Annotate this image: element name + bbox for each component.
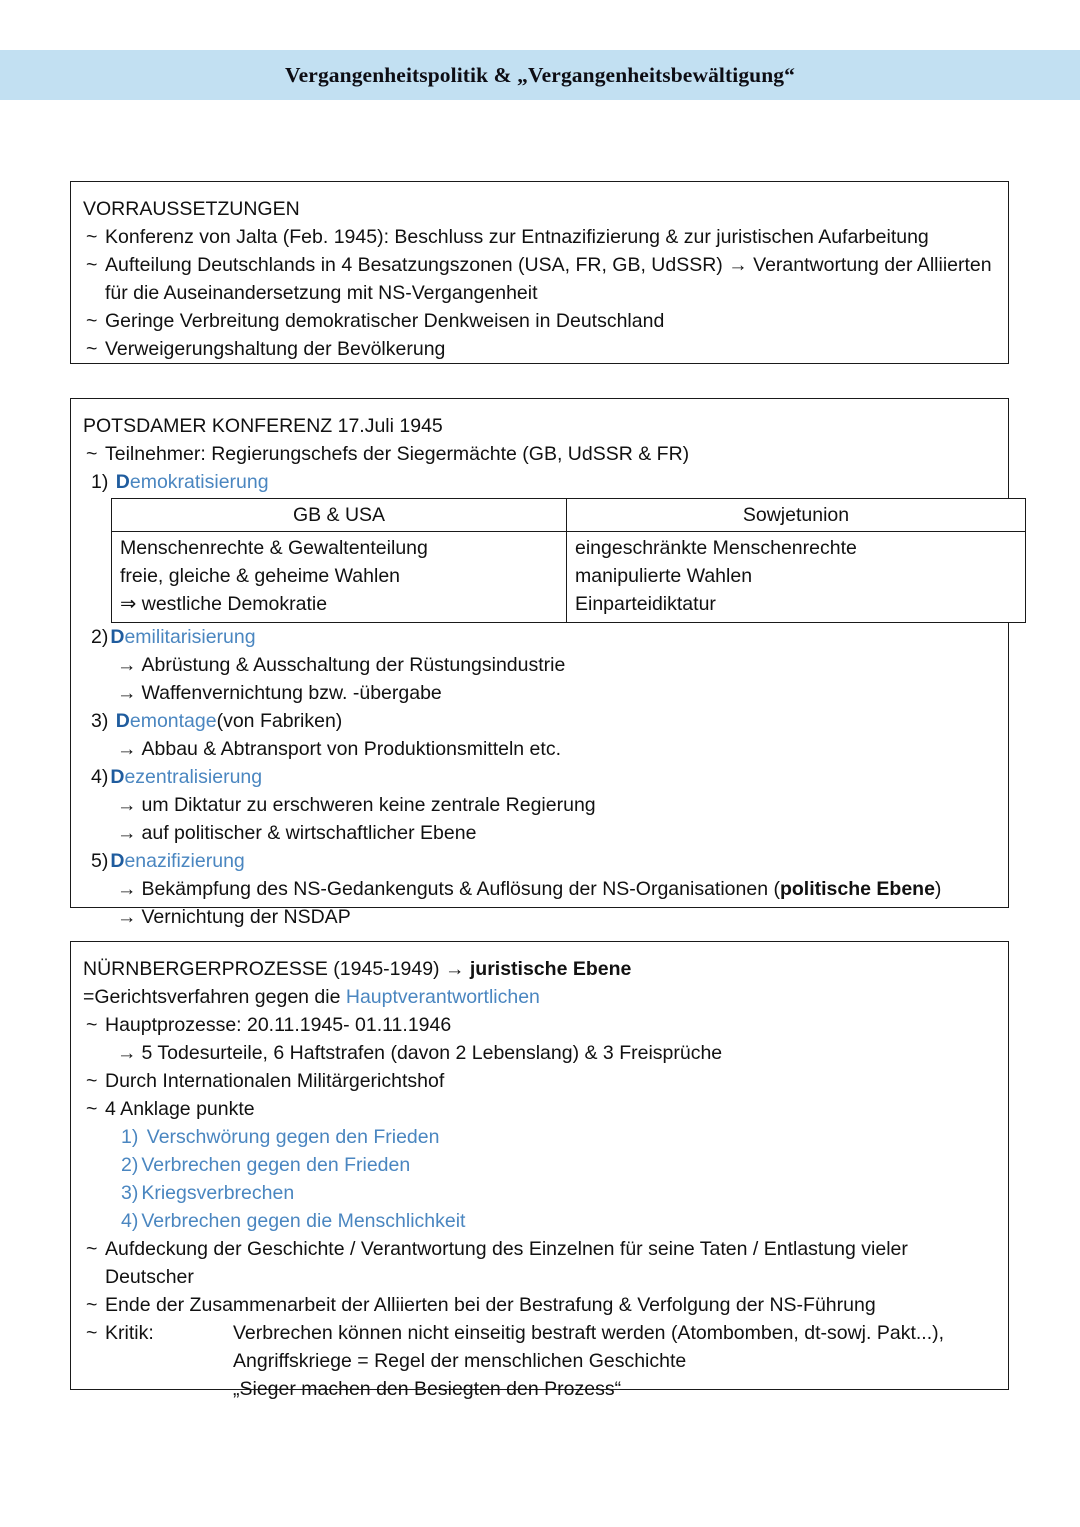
item-label: emilitarisierung [124, 626, 256, 648]
tilde-bullet-icon: ~ [86, 254, 98, 276]
page-title: Vergangenheitspolitik & „Vergangenheitsbewältigung“ [285, 62, 795, 87]
tilde-bullet-icon: ~ [86, 226, 98, 248]
cell-line: Menschenrechte & Gewaltenteilung [120, 537, 428, 559]
numbered-item-2 [83, 623, 994, 651]
sub-item-text: um Diktatur zu erschweren keine zentrale Regierung [141, 794, 596, 816]
numbered-item-3 [83, 707, 994, 735]
item-capital: D [115, 471, 130, 493]
kritik-block [83, 1319, 994, 1403]
item-label: ezentralisierung [124, 766, 263, 788]
sub-item [83, 791, 994, 819]
tilde-bullet-icon: ~ [86, 1294, 98, 1316]
section-heading-potsdam: POTSDAMER KONFERENZ 17.Juli 1945 [83, 415, 443, 437]
sub-item-text: Abrüstung & Ausschaltung der Rüstungsindustrie [141, 654, 566, 676]
list-item [83, 251, 994, 307]
section-heading-nuernberg [83, 955, 994, 983]
sub-item [83, 1039, 994, 1067]
list-item-text: Konferenz von Jalta (Feb. 1945): Beschluss zur Entnazifizierung & zur juristischen Aufarbeitung [105, 226, 929, 248]
table-cell-sowjetunion [567, 532, 1026, 623]
item-label: enazifizierung [124, 850, 245, 872]
list-item [83, 223, 994, 251]
definition-line [83, 983, 994, 1011]
anklagepunkt-item-2 [83, 1151, 994, 1179]
sub-item [83, 735, 994, 763]
arrow-icon: → [117, 794, 137, 816]
arrow-icon: → [117, 682, 137, 704]
item-number: 4) [91, 766, 109, 788]
kritik-label: Kritik: [105, 1322, 154, 1344]
item-capital: D [110, 766, 125, 788]
sub-item-text: auf politischer & wirtschaftlicher Ebene [141, 822, 477, 844]
anklagepunkt-item-4 [83, 1207, 994, 1235]
list-item-text: Ende der Zusammenarbeit der Alliierten bei der Bestrafung & Verfolgung der NS-Führung [105, 1294, 876, 1316]
list-item [83, 1291, 994, 1319]
arrow-icon: → [117, 1042, 137, 1064]
kritik-line [105, 1347, 994, 1375]
kritik-line [105, 1319, 994, 1347]
definition-highlight: Hauptverantwortlichen [345, 986, 540, 1008]
list-item [83, 440, 994, 468]
item-label: Verschwörung gegen den Frieden [146, 1126, 440, 1148]
numbered-item-1 [83, 468, 994, 496]
numbered-item-4 [83, 763, 994, 791]
column-header-sowjetunion: Sowjetunion [567, 499, 1026, 532]
arrow-icon: → [117, 654, 137, 676]
list-item-text: Aufdeckung der Geschichte / Verantwortung des Einzelnen für seine Taten / Entlastung vieler Deutscher [105, 1238, 908, 1288]
sub-item [83, 819, 994, 847]
cell-line: Einparteidiktatur [575, 593, 716, 615]
kritik-text: „Sieger machen den Besiegten den Prozess“ [233, 1378, 622, 1400]
item-number: 5) [91, 850, 109, 872]
numbered-item-5 [83, 847, 994, 875]
page-header-banner [0, 50, 1080, 100]
cell-line: eingeschränkte Menschenrechte [575, 537, 857, 559]
heading-bold: juristische Ebene [469, 958, 632, 980]
definition-pre: =Gerichtsverfahren gegen die [83, 986, 346, 1008]
tilde-bullet-icon: ~ [86, 1238, 98, 1260]
item-label: Verbrechen gegen die Menschlichkeit [141, 1210, 466, 1232]
sub-item [83, 679, 994, 707]
list-item-text: Hauptprozesse: 20.11.1945- 01.11.1946 [105, 1014, 452, 1036]
item-number: 1) [91, 471, 109, 493]
sub-item [83, 875, 994, 903]
column-header-gb-usa: GB & USA [112, 499, 567, 532]
list-item-text: Durch Internationalen Militärgerichtshof [105, 1070, 445, 1092]
tilde-bullet-icon: ~ [86, 443, 98, 465]
heading-pre: NÜRNBERGERPROZESSE (1945-1949) → [83, 958, 470, 980]
list-item-text: 4 Anklage punkte [105, 1098, 255, 1120]
arrow-icon: → [117, 738, 137, 760]
sub-item [83, 651, 994, 679]
item-label: emontage [129, 710, 217, 732]
item-number: 2) [91, 626, 109, 648]
tilde-bullet-icon: ~ [86, 1070, 98, 1092]
item-number: 2) [121, 1154, 139, 1176]
item-label: emokratisierung [129, 471, 269, 493]
list-item [83, 335, 994, 363]
kritik-text: Verbrechen können nicht einseitig bestraft werden (Atombomben, dt-sowj. Pakt...), [233, 1322, 945, 1344]
section-vorraussetzungen [70, 181, 1009, 364]
item-number: 3) [91, 710, 109, 732]
list-item-text: Aufteilung Deutschlands in 4 Besatzungszonen (USA, FR, GB, UdSSR) → Verantwortung der Alliierten für die Auseinandersetzung mit NS-Vergangenheit [105, 254, 992, 304]
tilde-bullet-icon: ~ [86, 1322, 98, 1344]
sub-item-text: 5 Todesurteile, 6 Haftstrafen (davon 2 Lebenslang) & 3 Freisprüche [141, 1042, 723, 1064]
kritik-line [105, 1375, 994, 1403]
item-number: 1) [121, 1126, 139, 1148]
sub-item-text-pre: Bekämpfung des NS-Gedankenguts & Auflösung der NS-Organisationen ( [141, 878, 780, 900]
arrow-icon: → [117, 822, 137, 844]
item-number: 3) [121, 1182, 139, 1204]
list-item-text: Verweigerungshaltung der Bevölkerung [105, 338, 446, 360]
sub-item-text: Vernichtung der NSDAP [141, 906, 351, 928]
sub-item-text-bold: politische Ebene [779, 878, 935, 900]
sub-item [83, 903, 994, 931]
item-label: Kriegsverbrechen [141, 1182, 295, 1204]
section-potsdamer-konferenz [70, 398, 1009, 928]
list-item-text: Geringe Verbreitung demokratischer Denkweisen in Deutschland [105, 310, 665, 332]
item-number: 4) [121, 1210, 139, 1232]
item-capital: D [110, 850, 125, 872]
sub-item-text: Waffenvernichtung bzw. -übergabe [141, 682, 442, 704]
list-item-text: Teilnehmer: Regierungschefs der Siegermächte (GB, UdSSR & FR) [105, 443, 690, 465]
cell-line: freie, gleiche & geheime Wahlen [120, 565, 401, 587]
tilde-bullet-icon: ~ [86, 338, 98, 360]
list-item [83, 1067, 994, 1095]
item-capital: D [115, 710, 130, 732]
anklagepunkt-item-3 [83, 1179, 994, 1207]
table-row [112, 532, 1026, 623]
list-item [83, 307, 994, 335]
list-item [83, 1011, 994, 1039]
sub-item-text: Abbau & Abtransport von Produktionsmitteln etc. [141, 738, 561, 760]
sub-item-text-post: ) [934, 878, 942, 900]
comparison-table [111, 498, 1026, 623]
item-capital: D [110, 626, 125, 648]
kritik-text: Angriffskriege = Regel der menschlichen Geschichte [233, 1350, 687, 1372]
cell-line: ⇒ westliche Demokratie [120, 593, 328, 615]
sub-item-text [142, 875, 942, 903]
item-label: Verbrechen gegen den Frieden [141, 1154, 411, 1176]
cell-line: manipulierte Wahlen [575, 565, 753, 587]
section-nuernbergerprozesse [70, 941, 1009, 1400]
section-heading-vorraussetzungen: VORRAUSSETZUNGEN [83, 198, 300, 220]
tilde-bullet-icon: ~ [86, 1098, 98, 1120]
item-suffix: (von Fabriken) [216, 710, 343, 732]
table-cell-gb-usa [112, 532, 567, 623]
tilde-bullet-icon: ~ [86, 1014, 98, 1036]
list-item [83, 1095, 994, 1123]
arrow-icon: → [117, 878, 137, 900]
list-item [83, 1235, 994, 1291]
arrow-icon: → [117, 906, 137, 928]
anklagepunkt-item-1 [83, 1123, 994, 1151]
tilde-bullet-icon: ~ [86, 310, 98, 332]
table-header-row [112, 499, 1026, 532]
